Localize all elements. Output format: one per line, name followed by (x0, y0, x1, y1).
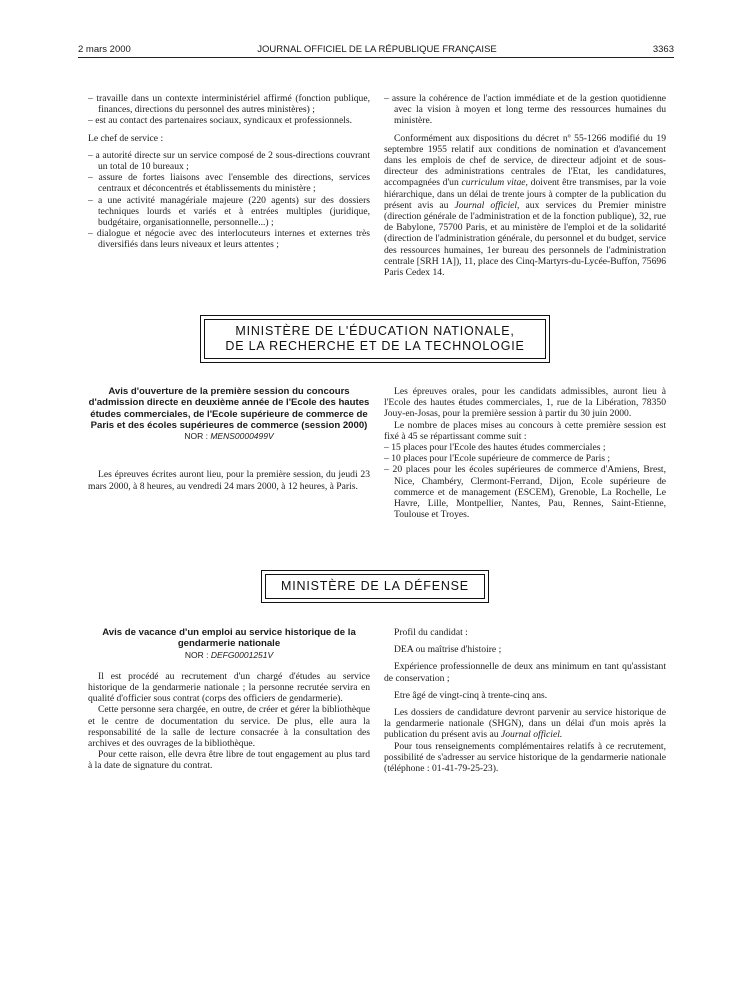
decree-paragraph: Conformément aux dispositions du décret nº 55-1266 modifié du 19 septembre 1955 relatif aux conditions de nomination et d'avancement dans les emplois de chef de service, de directeur adjoint et de sous-directeur des administrations centrales de l'Etat, les candidatures, accompagnées d'un curriculum vitae, doivent être transmises, par la voie hiérarchique, dans un délai de trente jours à compter de la publication du présent avis au Journal officiel, aux services du Premier ministre (direction générale de l'administration et de la fonction publique), 32, rue de Babylone, 75700 Paris, et au ministère de l'emploi et de la solidarité (direction de l'administration générale, du personnel et du budget, service des ressources humaines, 1er bureau des personnels de l'administration centrale [SRH 1A]), 11, place des Cinq-Martyrs-du-Lycée-Buffon, 75696 Paris Cedex 14. (384, 132, 667, 279)
avis-concours-left (88, 386, 370, 492)
paragraph: DEA ou maîtrise d'histoire ; (394, 644, 502, 656)
header-date: 2 mars 2000 (78, 44, 131, 55)
paragraph: Le nombre de places mises au concours à cette première session est fixé à 45 se répartissant comme suit : (384, 419, 666, 442)
bullet-item: – assure de fortes liaisons avec l'ensemble des directions, services centraux et déconcentrés et établissements du ministère ; (88, 172, 370, 195)
ministry-defense-box (261, 570, 489, 603)
paragraph: Expérience professionnelle de deux ans minimum en tant qu'assistant de conservation ; (384, 661, 666, 684)
paragraph: Les dossiers de candidature devront parvenir au service historique de la gendarmerie nationale (SHGN), dans un délai d'un mois après la publication du présent avis au Journal officiel. (384, 707, 666, 741)
bullet-item: – a autorité directe sur un service composé de 2 sous-directions couvrant un total de 10 bureaux ; (88, 149, 370, 173)
top-right-column (384, 93, 666, 278)
paragraph: Profil du candidat : (394, 627, 468, 638)
paragraph: Il est procédé au recrutement d'un chargé d'études au service historique de la gendarmerie nationale ; la personne recrutée servira en qualité d'officier sous contrat (corps des officiers de gendarmerie). (88, 670, 370, 705)
avis-concours-title: Avis d'ouverture de la première session du concours d'admission directe en deuxième année de l'Ecole des hautes études commerciales, de l'Ecole supérieure de commerce de Paris et des écoles supérieures de commerce (session 2000) (88, 386, 370, 431)
bullet-item: – assure la cohérence de l'action immédiate et de la gestion quotidienne avec la vision à moyen et long terme des ressources humaines du ministère. (384, 93, 666, 127)
ministry-title-line: MINISTÈRE DE L'ÉDUCATION NATIONALE, (235, 324, 515, 338)
top-left-column (88, 93, 370, 251)
bullet-item: – dialogue et négocie avec des interlocuteurs internes et externes très diversifiés dans leurs niveaux et leurs attentes ; (88, 228, 370, 251)
header-rule (78, 57, 674, 58)
bullet-item: – travaille dans un contexte interministériel affirmé (fonction publique, finances, directions du personnel des autres ministères) ; (88, 93, 370, 116)
avis-concours-right (384, 386, 666, 520)
avis-vacance-left (88, 627, 370, 772)
paragraph: Les épreuves écrites auront lieu, pour la première session, du jeudi 23 mars 2000, à 8 heures, au vendredi 24 mars 2000, à 12 heures, à Paris. (88, 469, 370, 492)
paragraph: Pour cette raison, elle devra être libre de tout engagement au plus tard à la date de signature du contrat. (88, 749, 370, 772)
paragraph: Etre âgé de vingt-cinq à trente-cinq ans. (394, 689, 548, 701)
chef-label: Le chef de service : (88, 132, 164, 144)
paragraph: Les épreuves orales, pour les candidats admissibles, auront lieu à l'Ecole des hautes études commerciales, 1, rue de la Libération, 78350 Jouy-en-Josas, pour la première session à partir du 30 juin 2000. (384, 386, 666, 420)
bullet-item: – 15 places pour l'Ecole des hautes études commerciales ; (384, 442, 606, 454)
page-number: 3363 (652, 44, 674, 55)
avis-vacance-right (384, 627, 666, 774)
ministry-education-box (200, 315, 550, 363)
bullet-item: – est au contact des partenaires sociaux, syndicaux et professionnels. (88, 115, 353, 127)
bullet-item: – 10 places pour l'Ecole supérieure de commerce de Paris ; (384, 453, 611, 465)
bullet-item: – a une activité managériale majeure (220 agents) sur des dossiers techniques lourds et variés et à entrées multiples (juridique, budgétaire, organisationnelle, personnelle...) ; (88, 194, 370, 229)
paragraph: Pour tous renseignements complémentaires relatifs à ce recrutement, possibilité de s'adresser au service historique de la gendarmerie nationale (téléphone : 01-41-79-25-23). (384, 740, 666, 775)
ministry-title-line: DE LA RECHERCHE ET DE LA TECHNOLOGIE (225, 339, 525, 353)
journal-title: JOURNAL OFFICIEL DE LA RÉPUBLIQUE FRANÇAISE (257, 44, 497, 55)
avis-vacance-title: Avis de vacance d'un emploi au service historique de la gendarmerie nationale (102, 627, 356, 650)
nor-reference: NOR : MENS0000499V (184, 431, 274, 442)
ministry-title-line: MINISTÈRE DE LA DÉFENSE (281, 579, 469, 593)
bullet-item: – 20 places pour les écoles supérieures de commerce d'Amiens, Brest, Nice, Chambéry, Clermont-Ferrand, Dijon, Ecole supérieure de commerce et de management (ESCEM), Grenoble, La Rochelle, Le Havre, Lille, Montpellier, Nantes, Pau, Rennes, Saint-Etienne, Toulouse et Troyes. (384, 464, 666, 521)
paragraph: Cette personne sera chargée, en outre, de créer et gérer la bibliothèque et le centre de documentation du service. De plus, elle aura la responsabilité de la salle de lecture consacrée à la consultation des archives et des ouvrages de la bibliothèque. (88, 704, 370, 750)
nor-reference: NOR : DEFG0001251V (184, 649, 274, 660)
